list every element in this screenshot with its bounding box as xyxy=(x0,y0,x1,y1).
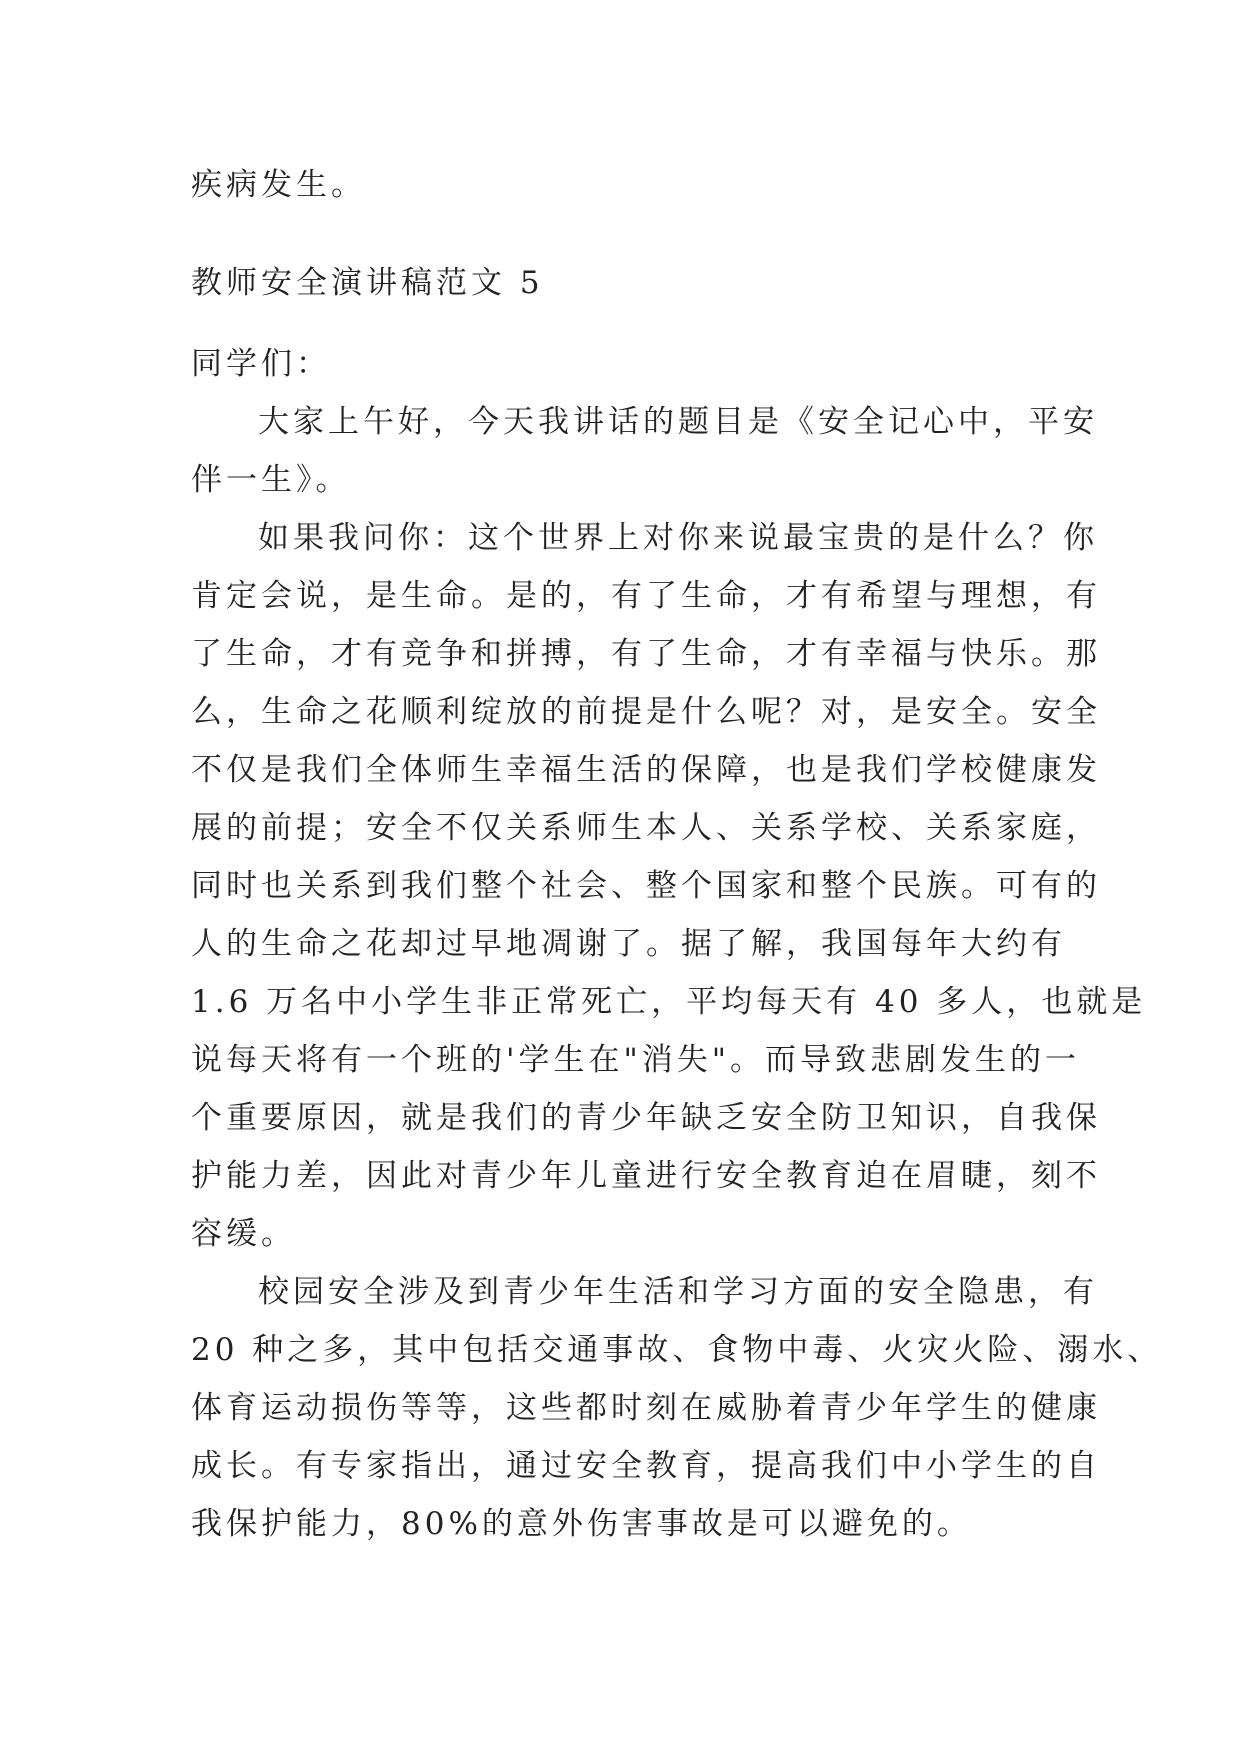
text-line: 大家上午好，今天我讲话的题目是《安全记心中，平安 xyxy=(258,404,1098,440)
text-line: 展的前提；安全不仅关系师生本人、关系学校、关系家庭， xyxy=(191,810,1101,846)
section-title: 教师安全演讲稿范文 5 xyxy=(191,265,544,301)
text-line: 我保护能力，80%的意外伤害事故是可以避免的。 xyxy=(191,1506,972,1542)
text-line: 不仅是我们全体师生幸福生活的保障，也是我们学校健康发 xyxy=(191,752,1101,788)
text-line: 体育运动损伤等等，这些都时刻在威胁着青少年学生的健康 xyxy=(191,1390,1101,1426)
text-line: 成长。有专家指出，通过安全教育，提高我们中小学生的自 xyxy=(191,1448,1101,1484)
salutation: 同学们： xyxy=(191,346,331,382)
text-line: 如果我问你：这个世界上对你来说最宝贵的是什么？你 xyxy=(258,520,1098,556)
text-line: 肯定会说，是生命。是的，有了生命，才有希望与理想，有 xyxy=(191,578,1101,614)
text-line: 1.6 万名中小学生非正常死亡，平均每天有 40 多人，也就是 xyxy=(191,984,1147,1020)
text-line: 么，生命之花顺利绽放的前提是什么呢？对，是安全。安全 xyxy=(191,694,1101,730)
text-line: 人的生命之花却过早地凋谢了。据了解，我国每年大约有 xyxy=(191,926,1066,962)
text-line: 校园安全涉及到青少年生活和学习方面的安全隐患，有 xyxy=(258,1274,1098,1310)
text-line: 20 种之多，其中包括交通事故、食物中毒、火灾火险、溺水、 xyxy=(191,1332,1163,1368)
text-line: 伴一生》。 xyxy=(191,462,351,498)
text-line: 容缓。 xyxy=(191,1216,296,1252)
text-line: 说每天将有一个班的'学生在"消失"。而导致悲剧发生的一 xyxy=(191,1042,1081,1078)
text-line: 个重要原因，就是我们的青少年缺乏安全防卫知识，自我保 xyxy=(191,1100,1101,1136)
text-line: 同时也关系到我们整个社会、整个国家和整个民族。可有的 xyxy=(191,868,1101,904)
text-line: 疾病发生。 xyxy=(191,167,366,203)
text-line: 护能力差，因此对青少年儿童进行安全教育迫在眉睫，刻不 xyxy=(191,1158,1101,1194)
text-line: 了生命，才有竞争和拼搏，有了生命，才有幸福与快乐。那 xyxy=(191,636,1101,672)
